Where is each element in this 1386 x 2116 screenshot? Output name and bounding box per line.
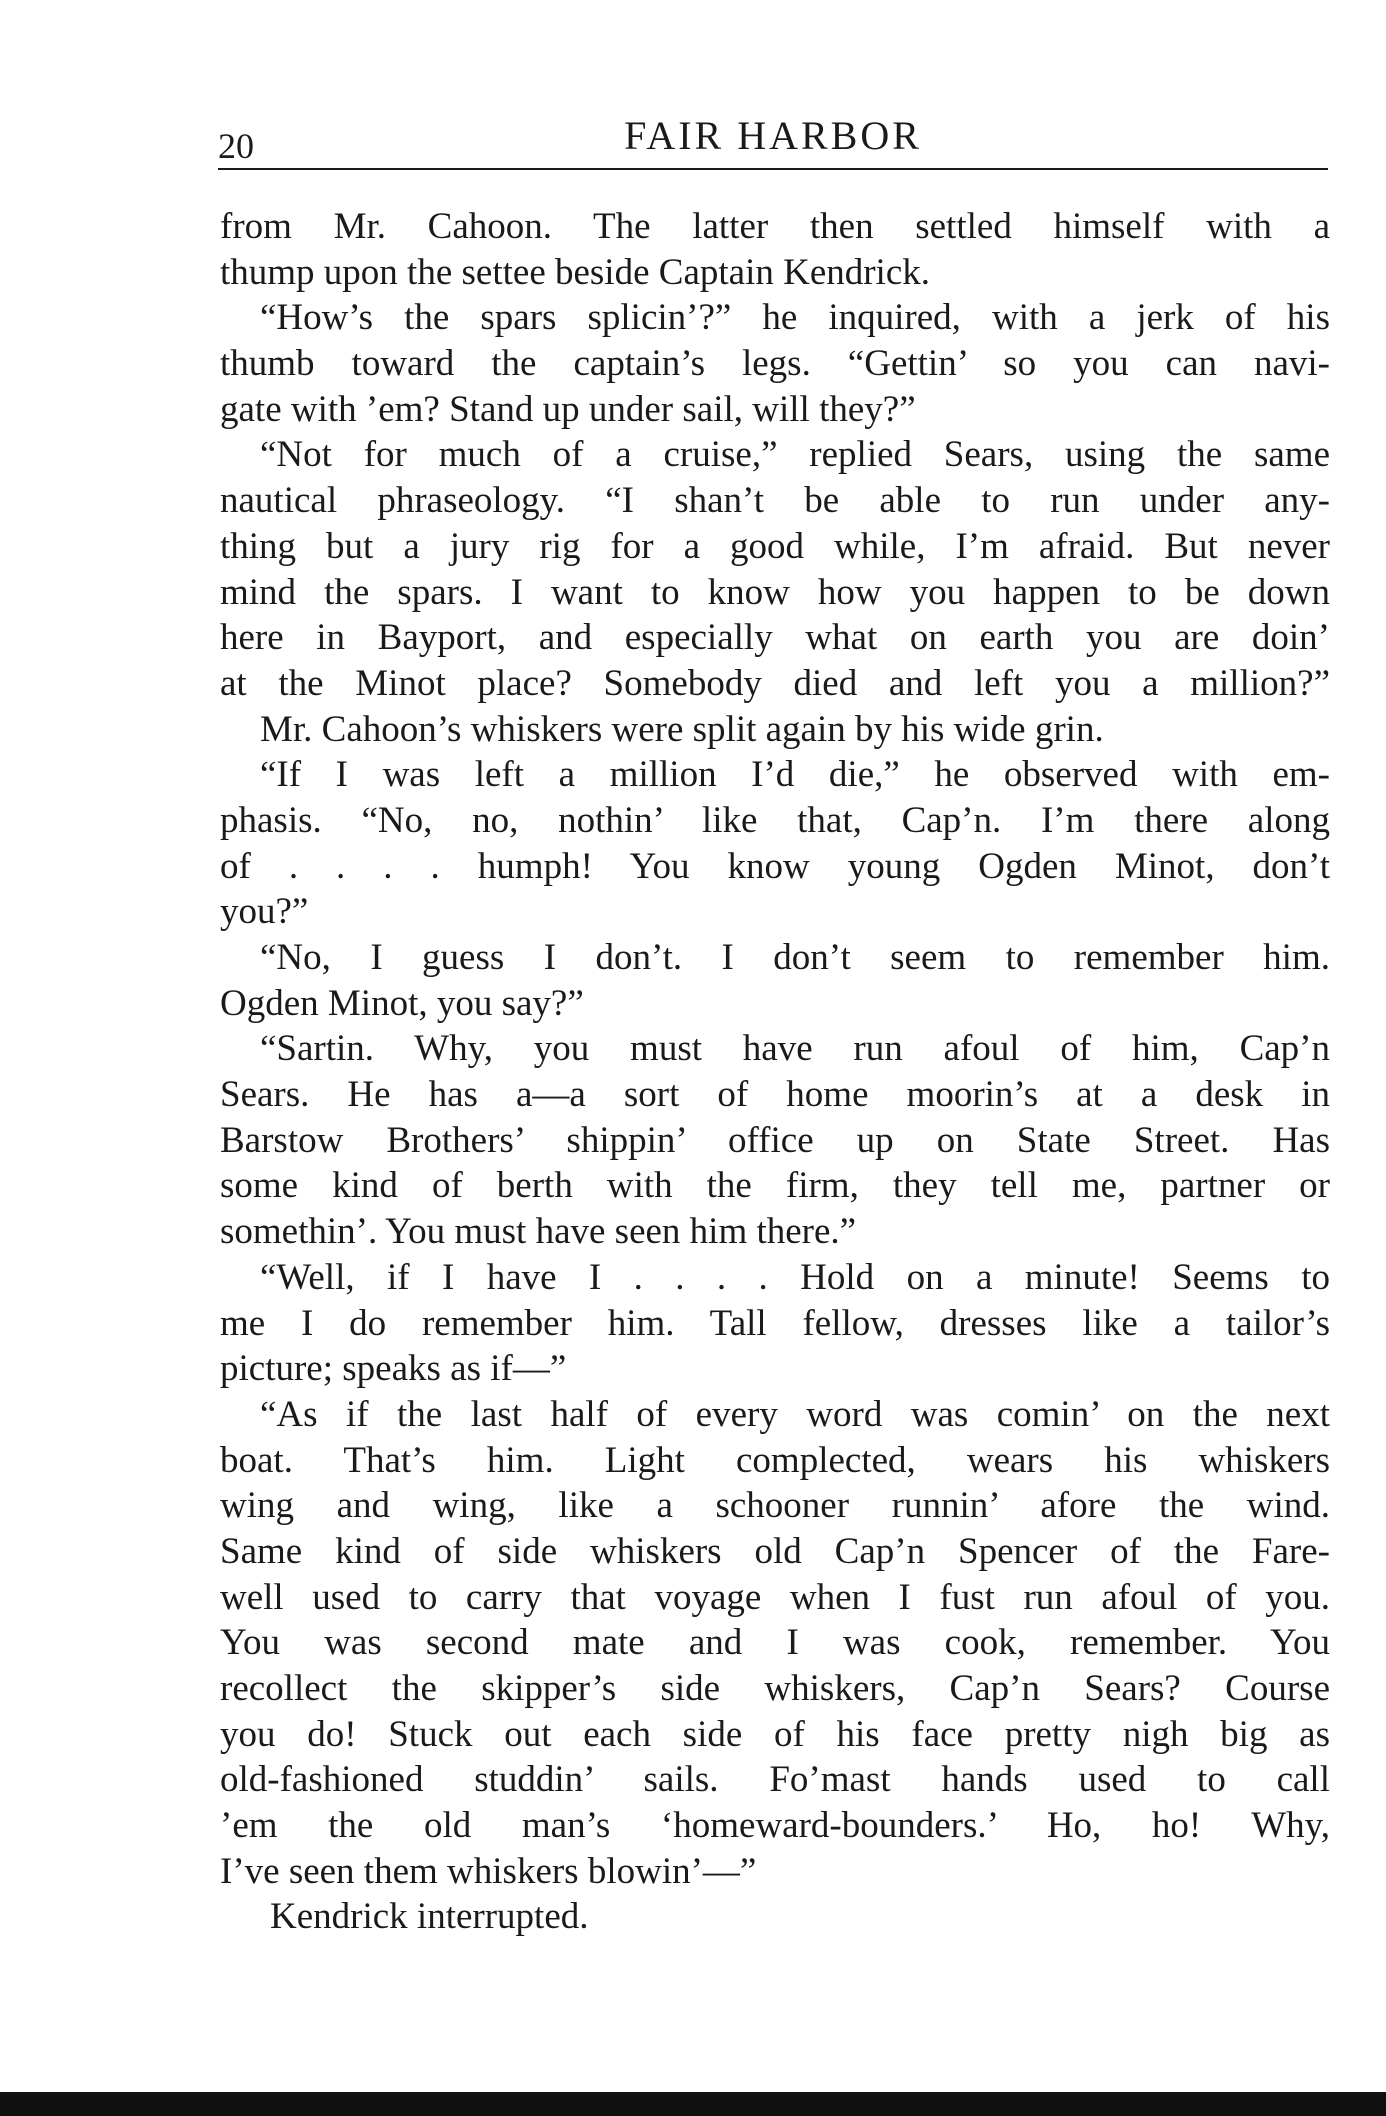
text-line: recollect the skipper’s side whiskers, Cap’n Sears? Course [220,1668,1330,1709]
text-line: you do! Stuck out each side of his face pretty nigh big as [220,1713,1330,1755]
text-line: Ogden Minot, you say?” [220,982,584,1024]
text-line: I’ve seen them whiskers blowin’—” [220,1850,757,1892]
text-line: of . . . . humph! You know young Ogden Minot, don’t [220,845,1330,887]
text-line: “As if the last half of every word was comin’ on the next [260,1393,1330,1435]
page-number: 20 [218,126,254,166]
running-title: FAIR HARBOR [624,113,922,158]
text-line: Kendrick interrupted. [270,1896,589,1938]
text-line: phasis. “No, no, nothin’ like that, Cap’n. I’m there along [220,799,1330,841]
text-line: You was second mate and I was cook, remember. You [220,1622,1330,1664]
text-line: Barstow Brothers’ shippin’ office up on State Street. Has [220,1119,1330,1161]
text-line: Mr. Cahoon’s whiskers were split again by his wide grin. [260,708,1104,750]
text-line: nautical phraseology. “I shan’t be able to run under any- [220,480,1330,522]
text-line: Same kind of side whiskers old Cap’n Spencer of the Fare- [220,1530,1330,1572]
text-line: thump upon the settee beside Captain Kendrick. [220,251,931,293]
text-line: you?” [220,891,309,933]
text-line: gate with ’em? Stand up under sail, will they?” [220,388,916,430]
text-line: thumb toward the captain’s legs. “Gettin’ so you can navi- [220,343,1330,385]
text-line: from Mr. Cahoon. The latter then settled himself with a [220,206,1330,247]
body-text [220,204,1330,1940]
running-head [218,108,1328,168]
text-line: picture; speaks as if—” [220,1348,567,1390]
text-line: “Sartin. Why, you must have run afoul of him, Cap’n [260,1028,1330,1070]
text-line: “How’s the spars splicin’?” he inquired, with a jerk of his [260,297,1330,339]
text-line: at the Minot place? Somebody died and left you a million?” [220,662,1330,704]
text-line: mind the spars. I want to know how you happen to be down [220,571,1330,613]
text-line: Sears. He has a—a sort of home moorin’s at a desk in [220,1074,1330,1116]
text-line: some kind of berth with the firm, they tell me, partner or [220,1165,1330,1207]
header-rule [218,168,1328,170]
page-bottom-edge [0,2092,1386,2116]
text-line: “No, I guess I don’t. I don’t seem to remember him. [260,937,1330,978]
text-line: boat. That’s him. Light complected, wears his whiskers [220,1439,1330,1481]
text-line: “If I was left a million I’d die,” he observed with em- [260,754,1330,796]
text-line: somethin’. You must have seen him there.” [220,1211,857,1253]
text-line: here in Bayport, and especially what on earth you are doin’ [220,617,1330,659]
text-line: “Not for much of a cruise,” replied Sears, using the same [260,434,1330,476]
text-line: me I do remember him. Tall fellow, dresses like a tailor’s [220,1302,1330,1344]
text-line: wing and wing, like a schooner runnin’ afore the wind. [220,1485,1330,1527]
text-line: “Well, if I have I . . . . Hold on a minute! Seems to [260,1256,1330,1298]
text-line: ’em the old man’s ‘homeward-bounders.’ Ho, ho! Why, [220,1805,1330,1847]
text-line: well used to carry that voyage when I fust run afoul of you. [220,1576,1330,1618]
text-line: thing but a jury rig for a good while, I’m afraid. But never [220,525,1330,567]
text-line: old-fashioned studdin’ sails. Fo’mast hands used to call [220,1759,1330,1801]
